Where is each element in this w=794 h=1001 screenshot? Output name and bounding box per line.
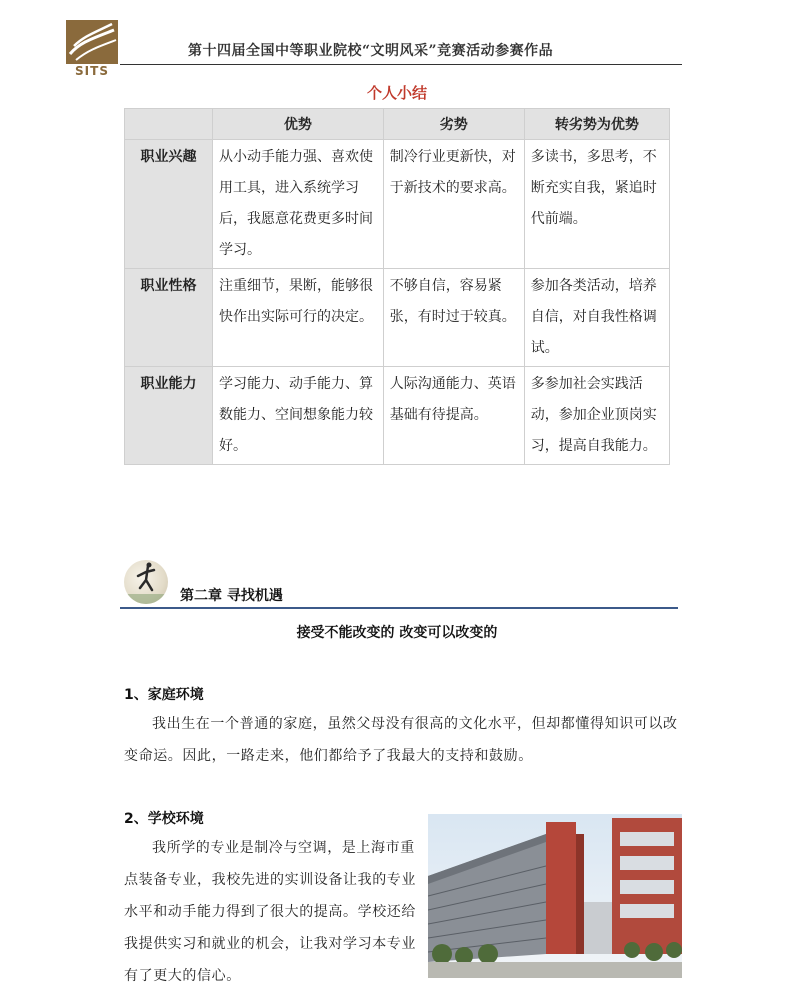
disadvantage-cell: 人际沟通能力、英语基础有待提高。 <box>383 367 524 465</box>
advantage-cell: 注重细节，果断，能够很快作出实际可行的决定。 <box>213 269 384 367</box>
column-header: 劣势 <box>383 109 524 140</box>
table-row <box>125 269 670 367</box>
school-building-photo <box>428 814 682 978</box>
row-label: 职业能力 <box>125 367 213 465</box>
runner-silhouette-icon <box>124 560 168 604</box>
table-row <box>125 367 670 465</box>
logo-text: SITS <box>75 64 109 78</box>
chapter-divider <box>120 607 678 609</box>
disadvantage-cell: 不够自信，容易紧张，有时过于较真。 <box>383 269 524 367</box>
logo-emblem-icon <box>66 20 118 64</box>
school-text: 我所学的专业是制冷与空调，是上海市重点装备专业，我校先进的实训设备让我的专业水平和动手能力得到了很大的提高。学校还给我提供实习和就业的机会，让我对学习本专业有了更大的信心。 <box>124 840 416 984</box>
header-title: 第十四届全国中等职业院校“文明风采”竞赛活动参赛作品 <box>188 43 554 59</box>
family-text: 我出生在一个普通的家庭，虽然父母没有很高的文化水平，但却都懂得知识可以改变命运。因此，一路走来，他们都给予了我最大的支持和鼓励。 <box>124 716 678 764</box>
column-header: 优势 <box>213 109 384 140</box>
school-logo <box>66 20 118 78</box>
advantage-cell: 从小动手能力强、喜欢使用工具，进入系统学习后，我愿意花费更多时间学习。 <box>213 140 384 269</box>
row-label: 职业兴趣 <box>125 140 213 269</box>
column-header <box>125 109 213 140</box>
table-row <box>125 140 670 269</box>
column-header: 转劣势为优势 <box>524 109 669 140</box>
chapter-decoration-icon <box>124 560 168 604</box>
school-heading: 2、学校环境 <box>124 811 204 827</box>
header-divider <box>120 64 682 65</box>
summary-title: 个人小结 <box>366 84 427 102</box>
disadvantage-cell: 制冷行业更新快，对于新技术的要求高。 <box>383 140 524 269</box>
convert-cell: 参加各类活动，培养自信，对自我性格调试。 <box>524 269 669 367</box>
convert-cell: 多读书，多思考，不断充实自我，紧追时代前端。 <box>524 140 669 269</box>
convert-cell: 多参加社会实践活动，参加企业顶岗实习，提高自我能力。 <box>524 367 669 465</box>
row-label: 职业性格 <box>125 269 213 367</box>
summary-table <box>124 108 670 465</box>
school-paragraph <box>124 832 422 992</box>
family-heading: 1、家庭环境 <box>124 687 204 703</box>
family-paragraph <box>124 708 684 772</box>
advantage-cell: 学习能力、动手能力、算数能力、空间想象能力较好。 <box>213 367 384 465</box>
table-header-row <box>125 109 670 140</box>
chapter-title: 第二章 寻找机遇 <box>180 588 283 604</box>
chapter-subtitle: 接受不能改变的 改变可以改变的 <box>296 625 498 641</box>
